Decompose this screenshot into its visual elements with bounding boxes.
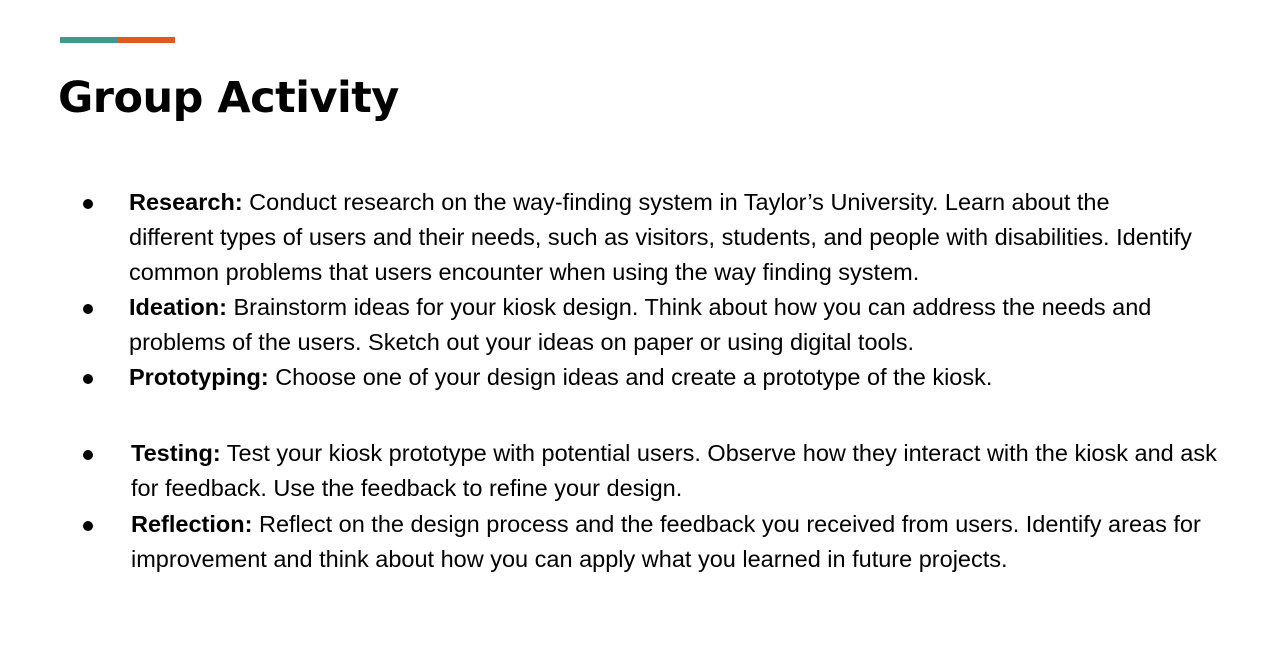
bullet-dot-icon <box>83 304 93 314</box>
bullet-dot-icon <box>83 199 93 209</box>
list-item-text <box>129 290 1200 360</box>
bullet-dot-icon <box>83 450 93 460</box>
list-item-body: Brainstorm ideas for your kiosk design. Think about how you can address the needs and problems of the users. Sketch out your ideas on paper or using digital tools. <box>129 294 1152 355</box>
list-item-reflection <box>80 507 1255 577</box>
list-item-label: Testing: <box>131 440 221 466</box>
accent-bar <box>60 37 175 43</box>
bullet-dot-icon <box>83 374 93 384</box>
list-item-prototyping <box>80 360 1200 395</box>
list-item-body: Conduct research on the way-finding system in Taylor’s University. Learn about the different types of users and their needs, such as visitors, students, and people with disabilities. Identify common problems that users encounter when using the way finding system. <box>129 189 1192 285</box>
list-item-label: Ideation: <box>129 294 227 320</box>
list-item-text <box>129 360 1200 395</box>
list-item-label: Reflection: <box>131 511 253 537</box>
list-item-label: Prototyping: <box>129 364 269 390</box>
list-item-label: Research: <box>129 189 243 215</box>
list-item-body: Reflect on the design process and the feedback you received from users. Identify areas for improvement and think about how you can apply what you learned in future projects. <box>131 511 1201 572</box>
list-item-research <box>80 185 1200 290</box>
bullet-dot-icon <box>83 521 93 531</box>
list-item-ideation <box>80 290 1200 360</box>
list-item-text <box>131 507 1255 577</box>
list-item-testing <box>80 436 1240 506</box>
accent-bar-orange <box>118 37 176 43</box>
slide-title: Group Activity <box>58 73 399 123</box>
list-item-text <box>129 185 1200 290</box>
list-item-body: Test your kiosk prototype with potential users. Observe how they interact with the kiosk and ask for feedback. Use the feedback to refine your design. <box>131 440 1217 501</box>
list-item-body: Choose one of your design ideas and create a prototype of the kiosk. <box>268 364 993 390</box>
list-item-text <box>131 436 1240 506</box>
accent-bar-teal <box>60 37 118 43</box>
